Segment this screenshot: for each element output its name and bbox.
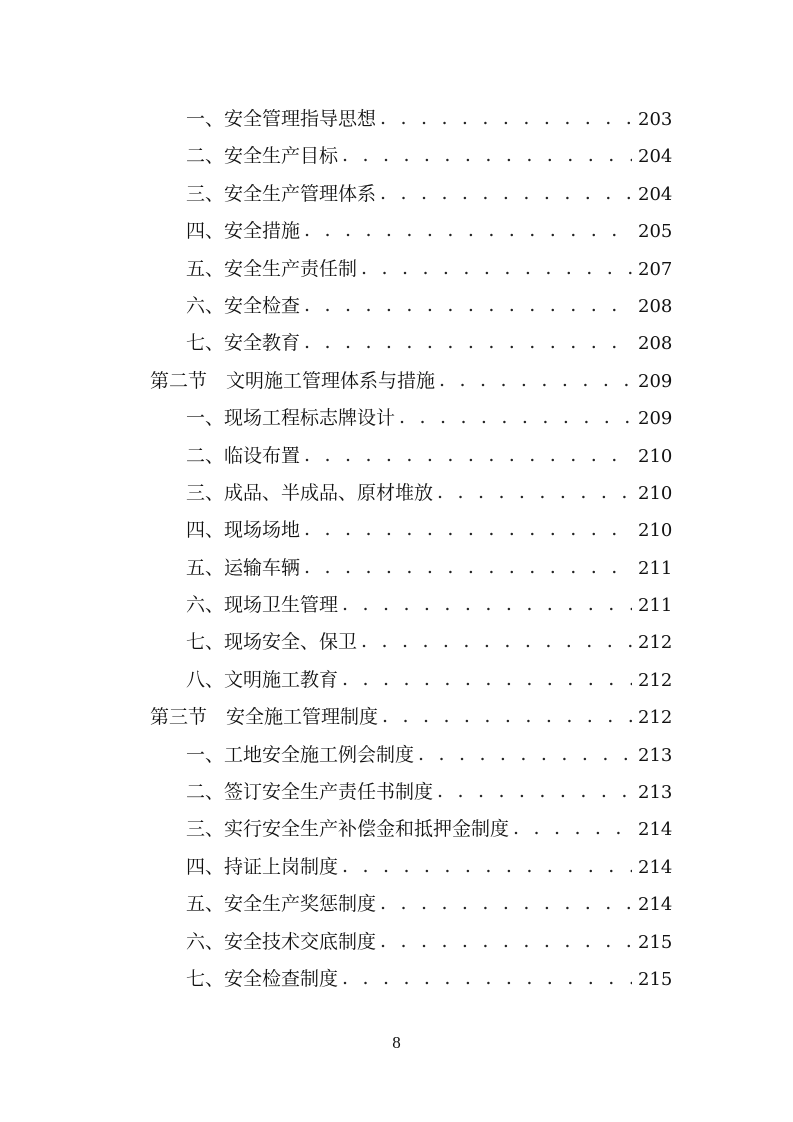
toc-entry[interactable] bbox=[0, 325, 793, 362]
toc-entry-page-number: 209 bbox=[638, 370, 673, 392]
toc-entry[interactable] bbox=[0, 849, 793, 886]
dot-leader bbox=[380, 923, 632, 960]
toc-entry[interactable] bbox=[0, 587, 793, 624]
toc-entry[interactable] bbox=[0, 774, 793, 811]
toc-entry-title: 五、安全生产奖惩制度 bbox=[186, 893, 377, 916]
toc-entry-title: 三、成品、半成品、原材堆放 bbox=[186, 481, 434, 504]
toc-entry[interactable] bbox=[0, 924, 793, 961]
toc-entry-page-number: 208 bbox=[638, 333, 673, 355]
toc-entry[interactable] bbox=[0, 176, 793, 213]
dot-leader bbox=[418, 736, 632, 773]
toc-entry-title: 七、安全检查制度 bbox=[186, 967, 339, 990]
toc-entry-page-number: 204 bbox=[638, 183, 673, 205]
dot-leader bbox=[399, 399, 632, 436]
toc-entry-title: 二、安全生产目标 bbox=[186, 145, 339, 168]
toc-entry[interactable] bbox=[0, 400, 793, 437]
dot-leader bbox=[361, 623, 632, 660]
toc-entry-title: 七、安全教育 bbox=[186, 332, 301, 355]
toc-entry[interactable] bbox=[0, 138, 793, 175]
toc-entry-page-number: 205 bbox=[638, 221, 673, 243]
toc-entry-title: 一、安全管理指导思想 bbox=[186, 108, 377, 130]
dot-leader bbox=[304, 212, 632, 249]
toc-entry-page-number: 204 bbox=[638, 146, 673, 168]
toc-entry-title: 六、现场卫生管理 bbox=[186, 594, 339, 617]
toc-entry-title: 六、安全检查 bbox=[186, 294, 301, 317]
toc-entry[interactable] bbox=[0, 811, 793, 848]
toc-entry-page-number: 210 bbox=[638, 445, 673, 467]
dot-leader bbox=[342, 661, 632, 698]
toc-entry-title: 二、临设布置 bbox=[186, 444, 301, 467]
toc-section-entry[interactable] bbox=[0, 699, 793, 736]
toc-entry-page-number: 215 bbox=[638, 968, 673, 990]
toc-entry-title: 五、安全生产责任制 bbox=[186, 257, 358, 280]
toc-entry[interactable] bbox=[0, 886, 793, 923]
dot-leader bbox=[342, 848, 632, 885]
dot-leader bbox=[342, 960, 632, 997]
dot-leader bbox=[439, 362, 632, 399]
toc-entry-page-number: 210 bbox=[638, 520, 673, 542]
dot-leader bbox=[513, 810, 632, 847]
toc-entry[interactable] bbox=[0, 101, 793, 138]
toc-entry[interactable] bbox=[0, 512, 793, 549]
toc-entry-title: 一、现场工程标志牌设计 bbox=[186, 407, 396, 430]
toc-entry-page-number: 212 bbox=[638, 707, 673, 729]
table-of-contents bbox=[0, 101, 793, 998]
dot-leader bbox=[342, 586, 632, 623]
dot-leader bbox=[380, 175, 632, 212]
toc-entry[interactable] bbox=[0, 662, 793, 699]
toc-entry-page-number: 213 bbox=[638, 782, 673, 804]
toc-entry-page-number: 211 bbox=[638, 557, 673, 579]
toc-entry-title: 三、实行安全生产补偿金和抵押金制度 bbox=[186, 818, 510, 841]
toc-entry-page-number: 213 bbox=[638, 744, 673, 766]
dot-leader bbox=[382, 698, 632, 735]
toc-entry-title: 一、工地安全施工例会制度 bbox=[186, 743, 415, 766]
toc-section-entry[interactable] bbox=[0, 363, 793, 400]
dot-leader bbox=[304, 437, 632, 474]
toc-entry-page-number: 209 bbox=[638, 408, 673, 430]
toc-entry-page-number: 215 bbox=[638, 931, 673, 953]
toc-entry[interactable] bbox=[0, 213, 793, 250]
toc-entry[interactable] bbox=[0, 438, 793, 475]
toc-entry-page-number: 214 bbox=[638, 819, 673, 841]
toc-entry[interactable] bbox=[0, 737, 793, 774]
dot-leader bbox=[304, 549, 632, 586]
toc-entry-title: 四、现场场地 bbox=[186, 519, 301, 542]
dot-leader bbox=[380, 885, 632, 922]
toc-entry-title: 七、现场安全、保卫 bbox=[186, 631, 358, 654]
toc-entry[interactable] bbox=[0, 550, 793, 587]
toc-entry-title: 四、安全措施 bbox=[186, 220, 301, 243]
toc-entry[interactable] bbox=[0, 961, 793, 998]
toc-entry-page-number: 212 bbox=[638, 632, 673, 654]
toc-entry-title: 第二节 文明施工管理体系与措施 bbox=[150, 369, 436, 392]
toc-entry-title: 二、签订安全生产责任书制度 bbox=[186, 781, 434, 804]
toc-entry-page-number: 214 bbox=[638, 856, 673, 878]
toc-entry[interactable] bbox=[0, 288, 793, 325]
dot-leader bbox=[437, 474, 632, 511]
toc-entry-title: 八、文明施工教育 bbox=[186, 668, 339, 691]
toc-entry[interactable] bbox=[0, 251, 793, 288]
dot-leader bbox=[437, 773, 632, 810]
dot-leader bbox=[304, 511, 632, 548]
toc-entry-title: 第三节 安全施工管理制度 bbox=[150, 706, 379, 729]
toc-entry-page-number: 203 bbox=[638, 109, 673, 130]
toc-entry-page-number: 211 bbox=[638, 595, 673, 617]
toc-entry-title: 三、安全生产管理体系 bbox=[186, 182, 377, 205]
dot-leader bbox=[342, 137, 632, 174]
toc-entry-title: 六、安全技术交底制度 bbox=[186, 930, 377, 953]
toc-entry-page-number: 212 bbox=[638, 669, 673, 691]
dot-leader bbox=[380, 100, 632, 137]
toc-entry[interactable] bbox=[0, 475, 793, 512]
toc-entry-page-number: 214 bbox=[638, 894, 673, 916]
toc-entry-page-number: 208 bbox=[638, 295, 673, 317]
page-number: 8 bbox=[392, 1033, 401, 1052]
toc-entry-page-number: 207 bbox=[638, 258, 673, 280]
dot-leader bbox=[304, 287, 632, 324]
dot-leader bbox=[304, 324, 632, 361]
toc-entry-title: 五、运输车辆 bbox=[186, 556, 301, 579]
toc-entry-page-number: 210 bbox=[638, 482, 673, 504]
toc-entry-title: 四、持证上岗制度 bbox=[186, 855, 339, 878]
toc-entry[interactable] bbox=[0, 624, 793, 661]
dot-leader bbox=[361, 250, 632, 287]
